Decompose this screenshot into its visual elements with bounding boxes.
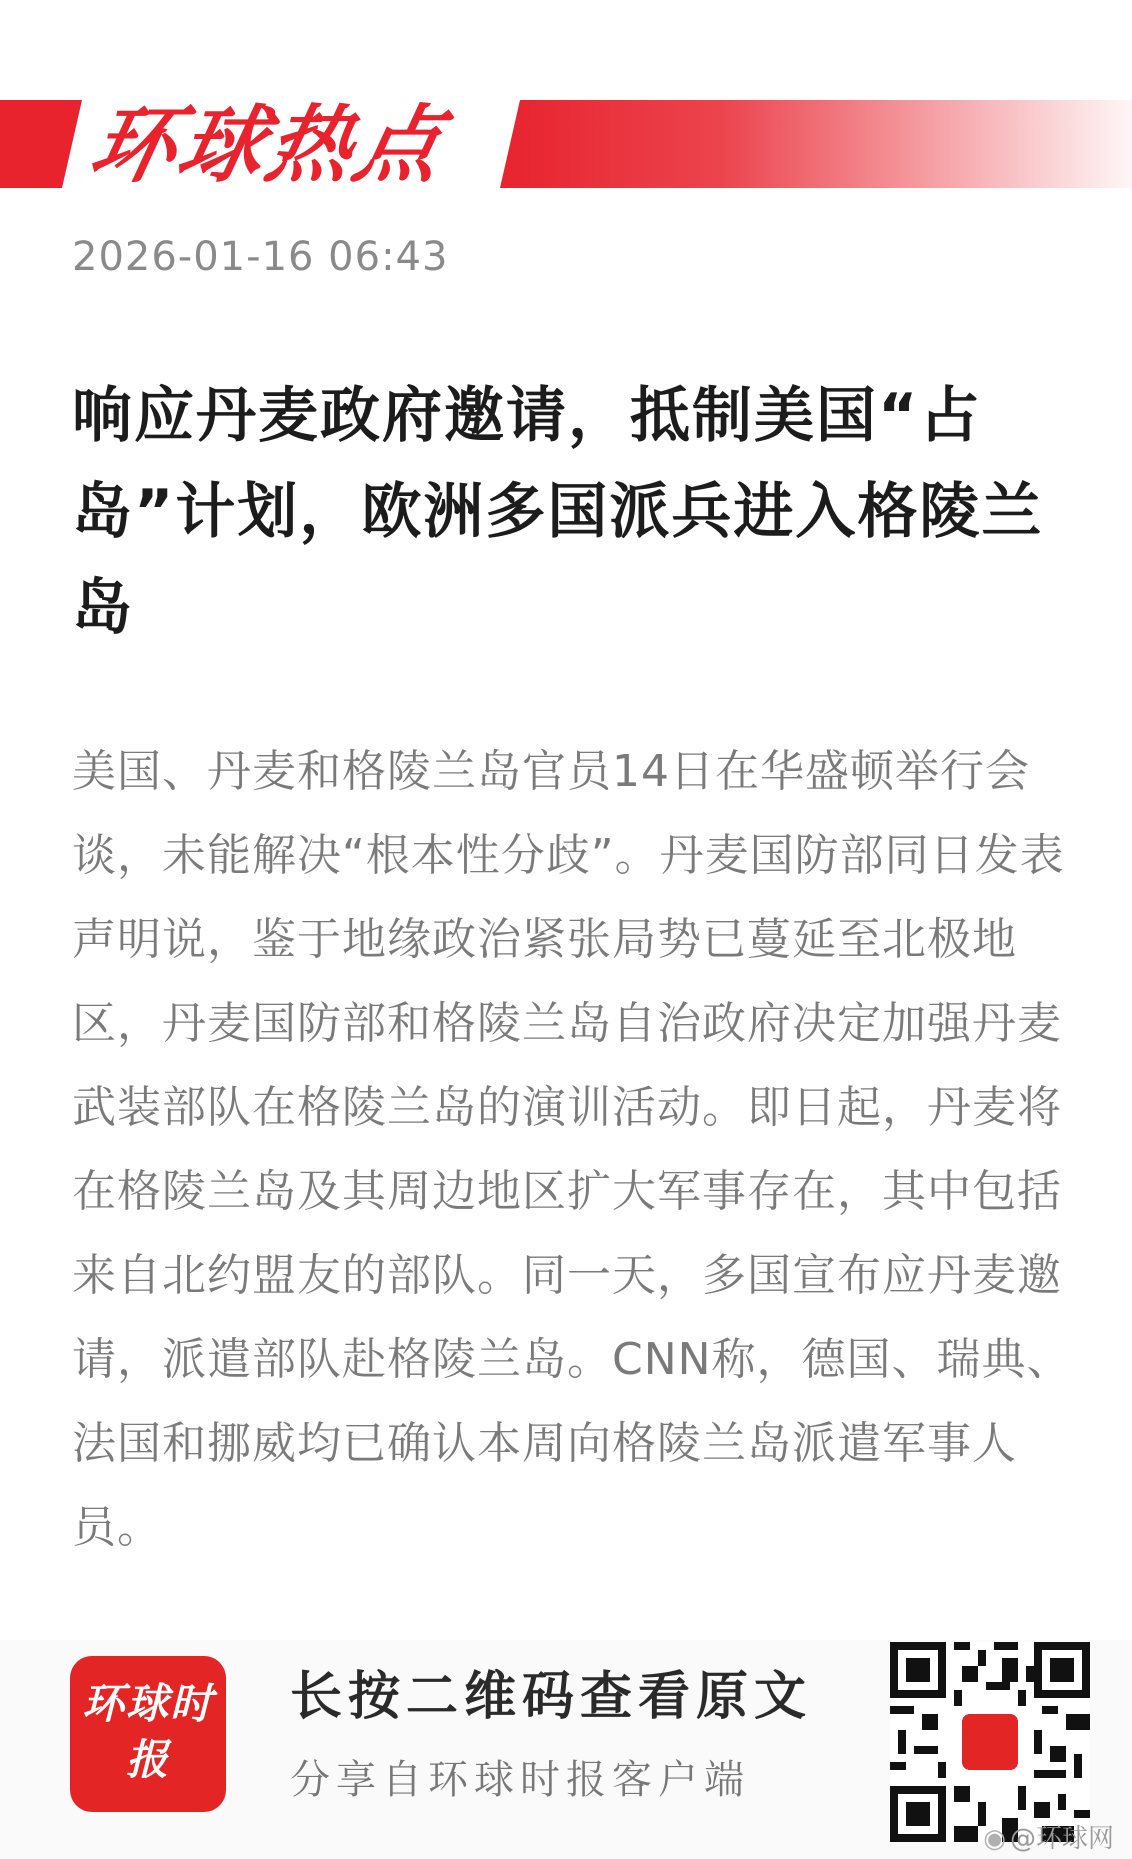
share-source: 分享自环球时报客户端	[290, 1757, 750, 1803]
article-headline: 响应丹麦政府邀请，抵制美国“占岛”计划，欧洲多国派兵进入格陵兰岛	[72, 381, 1044, 643]
weibo-icon: ◉	[983, 1824, 1006, 1854]
article-body: 美国、丹麦和格陵兰岛官员14日在华盛顿举行会谈，未能解决“根本性分歧”。丹麦国防部同日发表声明说，鉴于地缘政治紧张局势已蔓延至北极地区，丹麦国防部和格陵兰岛自治政府决定加强丹麦武装部队在格陵兰岛的演训活动。即日起，丹麦将在格陵兰岛及其周边地区扩大军事存在，其中包括来自北约盟友的部队。同一天，多国宣布应丹麦邀请，派遣部队赴格陵兰岛。CNN称，德国、瑞典、法国和挪威均已确认本周向格陵兰岛派遣军事人员。	[72, 746, 1072, 1553]
watermark-text: @环球网	[1009, 1824, 1114, 1854]
weibo-watermark	[983, 1823, 1114, 1855]
banner-title: 环球热点	[81, 96, 455, 194]
qr-instruction: 长按二维码查看原文	[290, 1667, 813, 1727]
app-logo-icon[interactable]	[70, 1656, 226, 1812]
qr-code[interactable]	[890, 1642, 1090, 1842]
publish-date: 2026-01-16 06:43	[72, 234, 449, 280]
share-footer	[0, 1640, 1132, 1859]
hot-news-banner	[0, 96, 1132, 194]
app-logo-text: 环球时报	[81, 1679, 214, 1784]
